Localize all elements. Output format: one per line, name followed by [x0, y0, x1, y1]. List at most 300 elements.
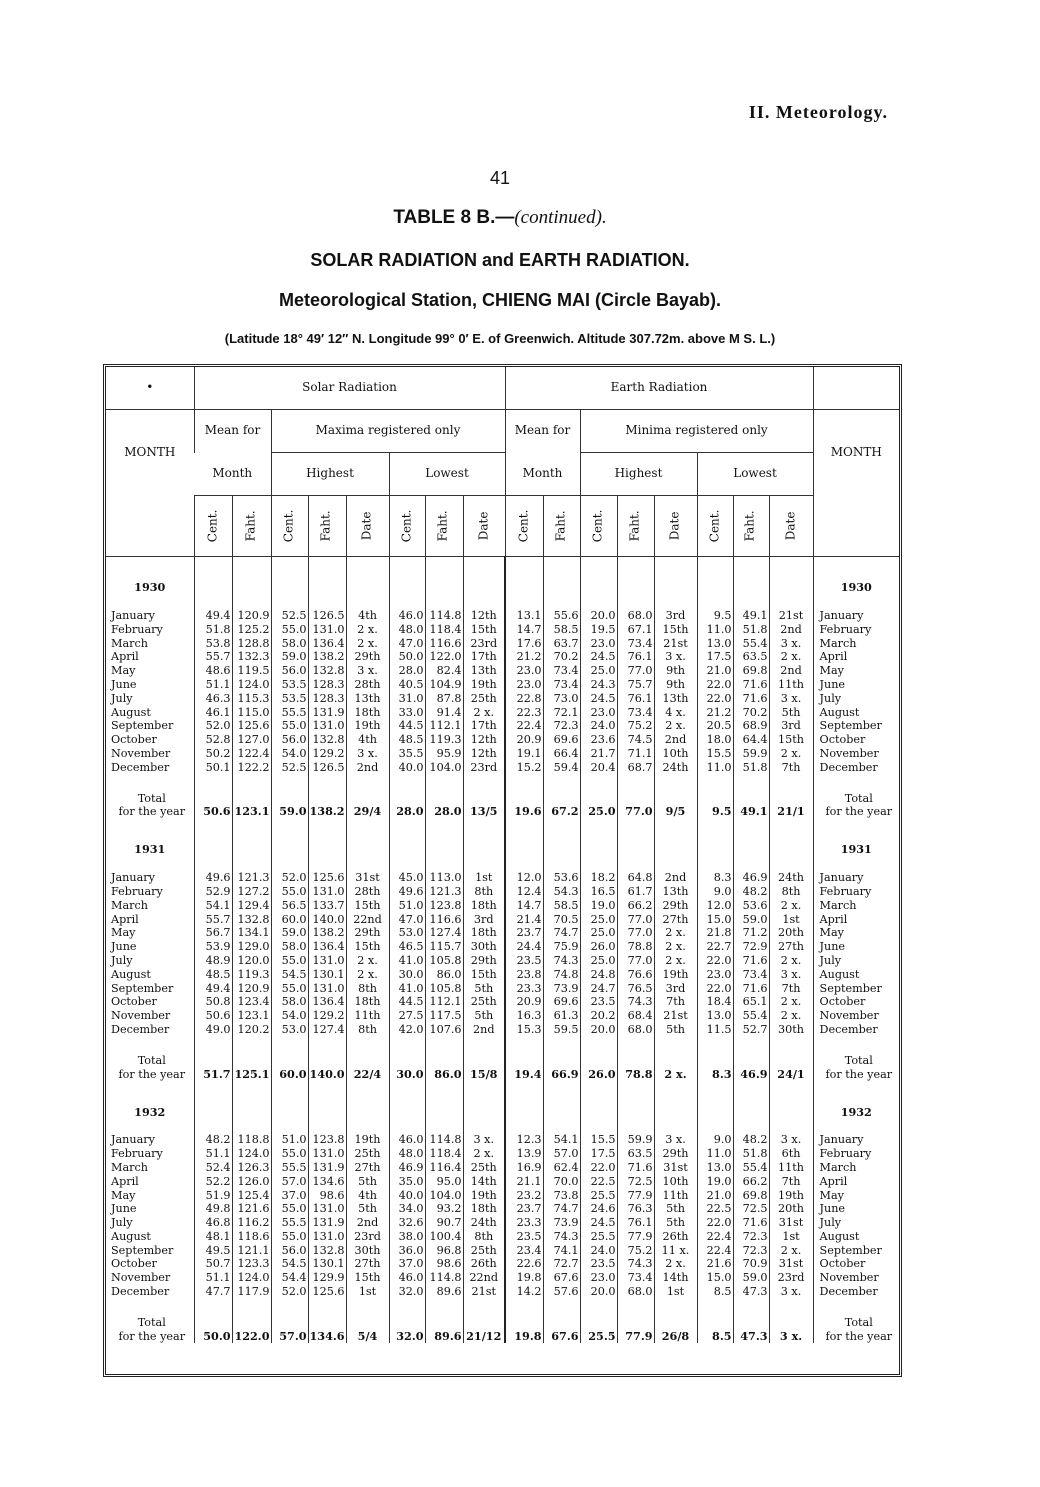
spacer-cell: [271, 1299, 308, 1316]
table-cell: 35.5: [389, 747, 425, 761]
month-cell-right: June: [813, 678, 899, 692]
spacer-cell: [505, 775, 543, 792]
table-cell: 134.1: [232, 926, 271, 940]
spacer-cell: [232, 1037, 271, 1054]
table-cell: 138.2: [308, 650, 346, 664]
table-cell: 53.5: [271, 678, 308, 692]
table-cell: 18th: [463, 926, 505, 940]
table-cell: 107.6: [425, 1023, 463, 1037]
table-cell: [463, 1081, 505, 1119]
table-cell: 115.3: [232, 692, 271, 706]
spacer-cell: [106, 1119, 194, 1133]
table-cell: 131.0: [308, 1230, 346, 1244]
table-cell: [580, 1054, 617, 1068]
table-cell: 25.0: [580, 926, 617, 940]
table-cell: [425, 792, 463, 806]
spacer-cell: [580, 595, 617, 609]
table-cell: 114.8: [425, 1271, 463, 1285]
table-cell: [425, 1054, 463, 1068]
unit-faht-header: [543, 496, 580, 557]
table-cell: 46.3: [194, 692, 232, 706]
total-cell: 50.0: [194, 1330, 232, 1344]
table-cell: 14th: [463, 1175, 505, 1189]
table-cell: 28th: [346, 885, 389, 899]
table-cell: 55.7: [194, 650, 232, 664]
table-cell: 19th: [346, 719, 389, 733]
total-cell: 140.0: [309, 1067, 345, 1081]
table-cell: 95.9: [425, 747, 463, 761]
table-cell: 77.0: [617, 926, 654, 940]
spacer-cell: [769, 1037, 813, 1054]
table-row: [106, 650, 899, 664]
table-cell: [194, 792, 232, 806]
table-cell: 10th: [654, 1175, 697, 1189]
table-cell: 17.6: [505, 637, 543, 651]
month-cell-left: January: [111, 1133, 155, 1147]
table-cell: 53.5: [271, 692, 308, 706]
unit-date-header: [463, 496, 505, 557]
month-cell-right: March: [813, 637, 899, 651]
table-cell: 23.5: [580, 1257, 617, 1271]
table-cell: 52.0: [194, 719, 232, 733]
spacer-cell: [271, 595, 308, 609]
total-row: [106, 1330, 899, 1344]
table-cell: 140.0: [308, 913, 346, 927]
table-cell: [580, 1316, 617, 1330]
table-cell: 24.6: [580, 1202, 617, 1216]
table-cell: [389, 1316, 425, 1330]
table-row: [106, 1244, 899, 1258]
table-cell: 5th: [346, 1175, 389, 1189]
table-cell: 51.1: [194, 678, 232, 692]
table-title: [0, 207, 1000, 229]
table-cell: 21.8: [697, 926, 733, 940]
table-cell: 24th: [463, 1216, 505, 1230]
total-cell: 28.0: [425, 805, 463, 819]
table-cell: 128.3: [308, 678, 346, 692]
month-cell-right: July: [813, 954, 899, 968]
table-cell: 61.3: [543, 1009, 580, 1023]
table-cell: 45.0: [389, 871, 425, 885]
table-cell: 27th: [346, 1257, 389, 1271]
table-cell: 128.8: [232, 637, 271, 651]
table-cell: 8th: [346, 1023, 389, 1037]
spacer-cell: [580, 857, 617, 871]
table-cell: 2 x.: [463, 706, 505, 720]
table-cell: 66.4: [543, 747, 580, 761]
header-blank: [813, 367, 899, 410]
month-cell-right: June: [813, 940, 899, 954]
table-cell: 49.6: [194, 871, 232, 885]
month-cell-right: December: [813, 761, 899, 775]
table-cell: 25.5: [580, 1189, 617, 1203]
spacer-cell: [308, 857, 346, 871]
table-cell: 22nd: [463, 1271, 505, 1285]
month-cell-right: November: [813, 1009, 899, 1023]
table-cell: 19.8: [505, 1271, 543, 1285]
total-cell: 86.0: [425, 1068, 463, 1082]
station-name: Meteorological Station, CHIENG MAI (Circle Bayab).: [278, 290, 722, 310]
table-cell: 121.3: [425, 885, 463, 899]
month-cell-right: April: [813, 913, 899, 927]
table-cell: 49.4: [194, 609, 232, 623]
table-cell: 3 x.: [463, 1133, 505, 1147]
spacer-row: [106, 1299, 899, 1316]
table-cell: 30th: [769, 1023, 813, 1037]
total-cell: 29/4: [346, 805, 389, 819]
table-cell: 18th: [346, 706, 389, 720]
table-cell: [654, 1316, 697, 1330]
table-cell: 16.9: [505, 1161, 543, 1175]
table-cell: 124.0: [232, 1271, 271, 1285]
table-cell: 7th: [769, 761, 813, 775]
table-cell: [505, 819, 543, 857]
table-cell: 125.6: [308, 871, 346, 885]
table-cell: 30th: [346, 1244, 389, 1258]
table-cell: 104.0: [425, 761, 463, 775]
total-cell: 21/1: [769, 805, 813, 819]
table-row: [106, 719, 899, 733]
table-cell: 72.9: [733, 940, 769, 954]
table-cell: 3rd: [654, 609, 697, 623]
table-cell: [308, 1081, 346, 1119]
table-cell: 87.8: [425, 692, 463, 706]
table-cell: 27th: [654, 913, 697, 927]
table-cell: 24th: [769, 871, 813, 885]
table-cell: 76.6: [617, 968, 654, 982]
table-cell: 46.0: [389, 609, 425, 623]
table-cell: 121.1: [232, 1244, 271, 1258]
table-cell: 23rd: [346, 1230, 389, 1244]
table-cell: 55.7: [194, 913, 232, 927]
table-cell: 117.9: [232, 1285, 271, 1299]
table-cell: [654, 1081, 697, 1119]
spacer-cell: [232, 1119, 271, 1133]
month-cell-left: December: [111, 1022, 170, 1036]
table-cell: 59.0: [271, 926, 308, 940]
table-cell: 46.9: [733, 871, 769, 885]
table-cell: 26.0: [580, 940, 617, 954]
table-cell: 3 x.: [769, 637, 813, 651]
table-cell: 19.0: [580, 899, 617, 913]
table-cell: 120.2: [232, 1023, 271, 1037]
table-cell: 44.5: [389, 995, 425, 1009]
table-cell: 52.8: [194, 733, 232, 747]
month-cell-left: October: [111, 1257, 157, 1271]
table-cell: 48.6: [194, 664, 232, 678]
table-cell: 95.0: [425, 1175, 463, 1189]
table-cell: 23rd: [769, 1271, 813, 1285]
table-cell: 121.6: [232, 1202, 271, 1216]
table-cell: 11th: [769, 678, 813, 692]
unit-faht-header: [232, 496, 271, 557]
spacer-cell: [813, 775, 899, 792]
month-cell-left: December: [111, 760, 170, 774]
table-cell: 59.4: [543, 761, 580, 775]
table-cell: 116.4: [425, 1161, 463, 1175]
table-cell: 59.9: [733, 747, 769, 761]
table-cell: 56.0: [271, 664, 308, 678]
total-cell: 21/12: [463, 1330, 505, 1344]
table-cell: 55.6: [543, 609, 580, 623]
table-cell: 55.0: [271, 982, 308, 996]
table-cell: 22.0: [697, 692, 733, 706]
table-cell: 74.8: [543, 968, 580, 982]
table-cell: 120.9: [232, 982, 271, 996]
earth-month-header: Month: [505, 453, 580, 496]
table-cell: 51.8: [194, 623, 232, 637]
table-cell: [769, 1316, 813, 1330]
table-cell: 52.0: [271, 871, 308, 885]
table-cell: [346, 557, 389, 596]
table-row: [106, 664, 899, 678]
spacer-cell: [106, 1037, 194, 1054]
table-cell: 24th: [654, 761, 697, 775]
table-cell: 49.6: [389, 885, 425, 899]
table-cell: [505, 1054, 543, 1068]
table-cell: 22.0: [697, 678, 733, 692]
table-cell: 23.0: [697, 968, 733, 982]
table-cell: 77.9: [617, 1230, 654, 1244]
table-cell: 31st: [769, 1216, 813, 1230]
table-cell: 11.0: [697, 761, 733, 775]
table-cell: 129.0: [232, 940, 271, 954]
spacer-cell: [617, 1119, 654, 1133]
table-cell: 73.4: [617, 1271, 654, 1285]
month-cell-left: February: [111, 622, 163, 636]
table-cell: 35.0: [389, 1175, 425, 1189]
total-cell: 49.1: [733, 805, 769, 819]
unit-faht-header: [617, 496, 654, 557]
month-cell-left: August: [111, 705, 151, 719]
spacer-cell: [463, 857, 505, 871]
table-cell: 20.0: [580, 1285, 617, 1299]
table-cell: [232, 1081, 271, 1119]
month-cell-right: January: [813, 871, 899, 885]
table-cell: 104.9: [425, 678, 463, 692]
month-cell-left: June: [111, 677, 137, 691]
table-cell: 20.9: [505, 733, 543, 747]
table-cell: 22.3: [505, 706, 543, 720]
unit-label: Date: [359, 511, 374, 541]
table-cell: 2nd: [463, 1023, 505, 1037]
table-cell: 3rd: [654, 982, 697, 996]
table-cell: 24.0: [580, 1244, 617, 1258]
table-cell: [543, 1316, 580, 1330]
table-cell: 136.4: [308, 995, 346, 1009]
table-cell: [232, 792, 271, 806]
month-cell-left: October: [111, 995, 157, 1009]
table-row: [106, 1189, 899, 1203]
table-cell: 24.0: [580, 719, 617, 733]
table-cell: 30th: [463, 940, 505, 954]
table-cell: 2 x.: [769, 1244, 813, 1258]
unit-label: Faht.: [319, 510, 334, 542]
total-cell: 22/4: [346, 1068, 389, 1082]
table-cell: 2nd: [346, 1216, 389, 1230]
table-cell: 48.1: [194, 1230, 232, 1244]
table-cell: 3rd: [769, 719, 813, 733]
month-cell-left: September: [111, 981, 174, 995]
table-cell: 13.0: [697, 637, 733, 651]
table-cell: 74.7: [543, 1202, 580, 1216]
spacer-cell: [425, 1037, 463, 1054]
table-cell: [543, 557, 580, 596]
table-cell: 25th: [346, 1147, 389, 1161]
table-cell: 26th: [463, 1257, 505, 1271]
month-cell-right: March: [813, 899, 899, 913]
table-cell: 52.5: [271, 609, 308, 623]
table-cell: 72.7: [543, 1257, 580, 1271]
spacer-cell: [271, 1037, 308, 1054]
table-cell: 3 x.: [654, 650, 697, 664]
month-cell-left: May: [111, 926, 136, 940]
table-cell: 48.5: [389, 733, 425, 747]
spacer-cell: [232, 857, 271, 871]
table-cell: [505, 792, 543, 806]
table-cell: 22.0: [697, 1216, 733, 1230]
total-label-right: Total: [813, 1054, 899, 1068]
unit-label: Faht.: [243, 510, 258, 542]
table-cell: 53.6: [543, 871, 580, 885]
table-cell: [308, 819, 346, 857]
table-cell: 15th: [346, 899, 389, 913]
month-cell-right: March: [813, 1161, 899, 1175]
table-cell: 20.5: [697, 719, 733, 733]
table-cell: 127.2: [232, 885, 271, 899]
table-cell: 13.0: [697, 1009, 733, 1023]
table-cell: [389, 557, 425, 596]
table-cell: 74.1: [543, 1244, 580, 1258]
total-cell: 47.3: [733, 1330, 769, 1344]
table-cell: 56.5: [271, 899, 308, 913]
table-cell: 12.0: [697, 899, 733, 913]
spacer-cell: [654, 595, 697, 609]
table-cell: 76.3: [617, 1202, 654, 1216]
table-cell: 32.0: [389, 1285, 425, 1299]
spacer-cell: [769, 775, 813, 792]
table-cell: 68.0: [617, 1023, 654, 1037]
table-cell: 73.8: [543, 1189, 580, 1203]
table-cell: 18.2: [580, 871, 617, 885]
table-cell: 50.2: [194, 747, 232, 761]
table-cell: 49.0: [194, 1023, 232, 1037]
table-cell: 23.5: [505, 1230, 543, 1244]
month-cell-right: June: [813, 1202, 899, 1216]
table-cell: 131.0: [308, 623, 346, 637]
table-cell: 63.5: [733, 650, 769, 664]
table-cell: 55.0: [271, 1230, 308, 1244]
table-cell: 55.0: [271, 954, 308, 968]
table-cell: 55.0: [271, 1147, 308, 1161]
table-cell: 15th: [463, 623, 505, 637]
table-cell: 48.2: [733, 1133, 769, 1147]
table-cell: 4th: [346, 609, 389, 623]
table-cell: 132.8: [232, 913, 271, 927]
total-cell: 89.6: [425, 1330, 463, 1344]
table-cell: 9.5: [697, 609, 733, 623]
table-cell: 46.0: [389, 1133, 425, 1147]
table-cell: 22nd: [346, 913, 389, 927]
table-cell: 131.9: [308, 1216, 346, 1230]
unit-label: Cent.: [707, 509, 722, 543]
table-cell: 51.9: [194, 1189, 232, 1203]
earth-radiation-header: Earth Radiation: [505, 367, 813, 410]
spacer-cell: [654, 1119, 697, 1133]
table-cell: [271, 557, 308, 596]
total-cell: 138.2: [309, 805, 345, 819]
table-cell: 71.6: [733, 678, 769, 692]
table-cell: [425, 1316, 463, 1330]
month-cell-left: September: [111, 719, 174, 733]
table-cell: 69.8: [733, 664, 769, 678]
table-cell: 115.7: [425, 940, 463, 954]
table-cell: 23.0: [580, 1271, 617, 1285]
table-cell: 59.9: [617, 1133, 654, 1147]
unit-cent-header: [697, 496, 733, 557]
table-cell: 54.5: [271, 1257, 308, 1271]
table-cell: 54.5: [271, 968, 308, 982]
table-cell: 42.0: [389, 1023, 425, 1037]
table-cell: [769, 1054, 813, 1068]
solar-radiation-header: Solar Radiation: [194, 367, 505, 410]
table-cell: [308, 1054, 346, 1068]
total-cell: 13/5: [463, 805, 505, 819]
table-cell: 14.2: [505, 1285, 543, 1299]
table-cell: 4th: [346, 733, 389, 747]
unit-faht-header: [308, 496, 346, 557]
table-cell: [505, 1316, 543, 1330]
table-cell: 60.0: [271, 913, 308, 927]
table-cell: 22.0: [697, 954, 733, 968]
spacer-cell: [346, 857, 389, 871]
spacer-cell: [194, 1119, 232, 1133]
table-cell: 25th: [463, 692, 505, 706]
unit-label: Faht.: [436, 510, 451, 542]
table-cell: 5th: [769, 706, 813, 720]
table-cell: 15.5: [697, 747, 733, 761]
table-cell: [346, 1316, 389, 1330]
table-cell: 11th: [769, 1161, 813, 1175]
table-cell: 22.0: [697, 982, 733, 996]
table-cell: 126.0: [232, 1175, 271, 1189]
table-cell: 13.9: [505, 1147, 543, 1161]
header-bullet: •: [106, 367, 194, 410]
table-cell: 133.7: [308, 899, 346, 913]
table-cell: 70.5: [543, 913, 580, 927]
table-cell: 125.6: [308, 1285, 346, 1299]
earth-lowest-header: Lowest: [697, 453, 813, 496]
table-cell: 23.2: [505, 1189, 543, 1203]
table-cell: 11.5: [697, 1023, 733, 1037]
table-cell: 121.3: [232, 871, 271, 885]
total-cell: 26/8: [654, 1330, 697, 1344]
table-cell: 112.1: [425, 995, 463, 1009]
table-cell: 73.4: [543, 664, 580, 678]
table-cell: 22.8: [505, 692, 543, 706]
table-cell: 8th: [769, 885, 813, 899]
table-cell: 24.5: [580, 650, 617, 664]
table-cell: 77.9: [617, 1189, 654, 1203]
table-cell: 2 x.: [654, 926, 697, 940]
table-cell: [271, 1316, 308, 1330]
spacer-cell: [769, 1299, 813, 1316]
unit-date-header: [346, 496, 389, 557]
table-cell: 23.0: [580, 637, 617, 651]
table-cell: 59.0: [733, 913, 769, 927]
spacer-cell: [697, 1037, 733, 1054]
table-cell: 29th: [654, 1147, 697, 1161]
